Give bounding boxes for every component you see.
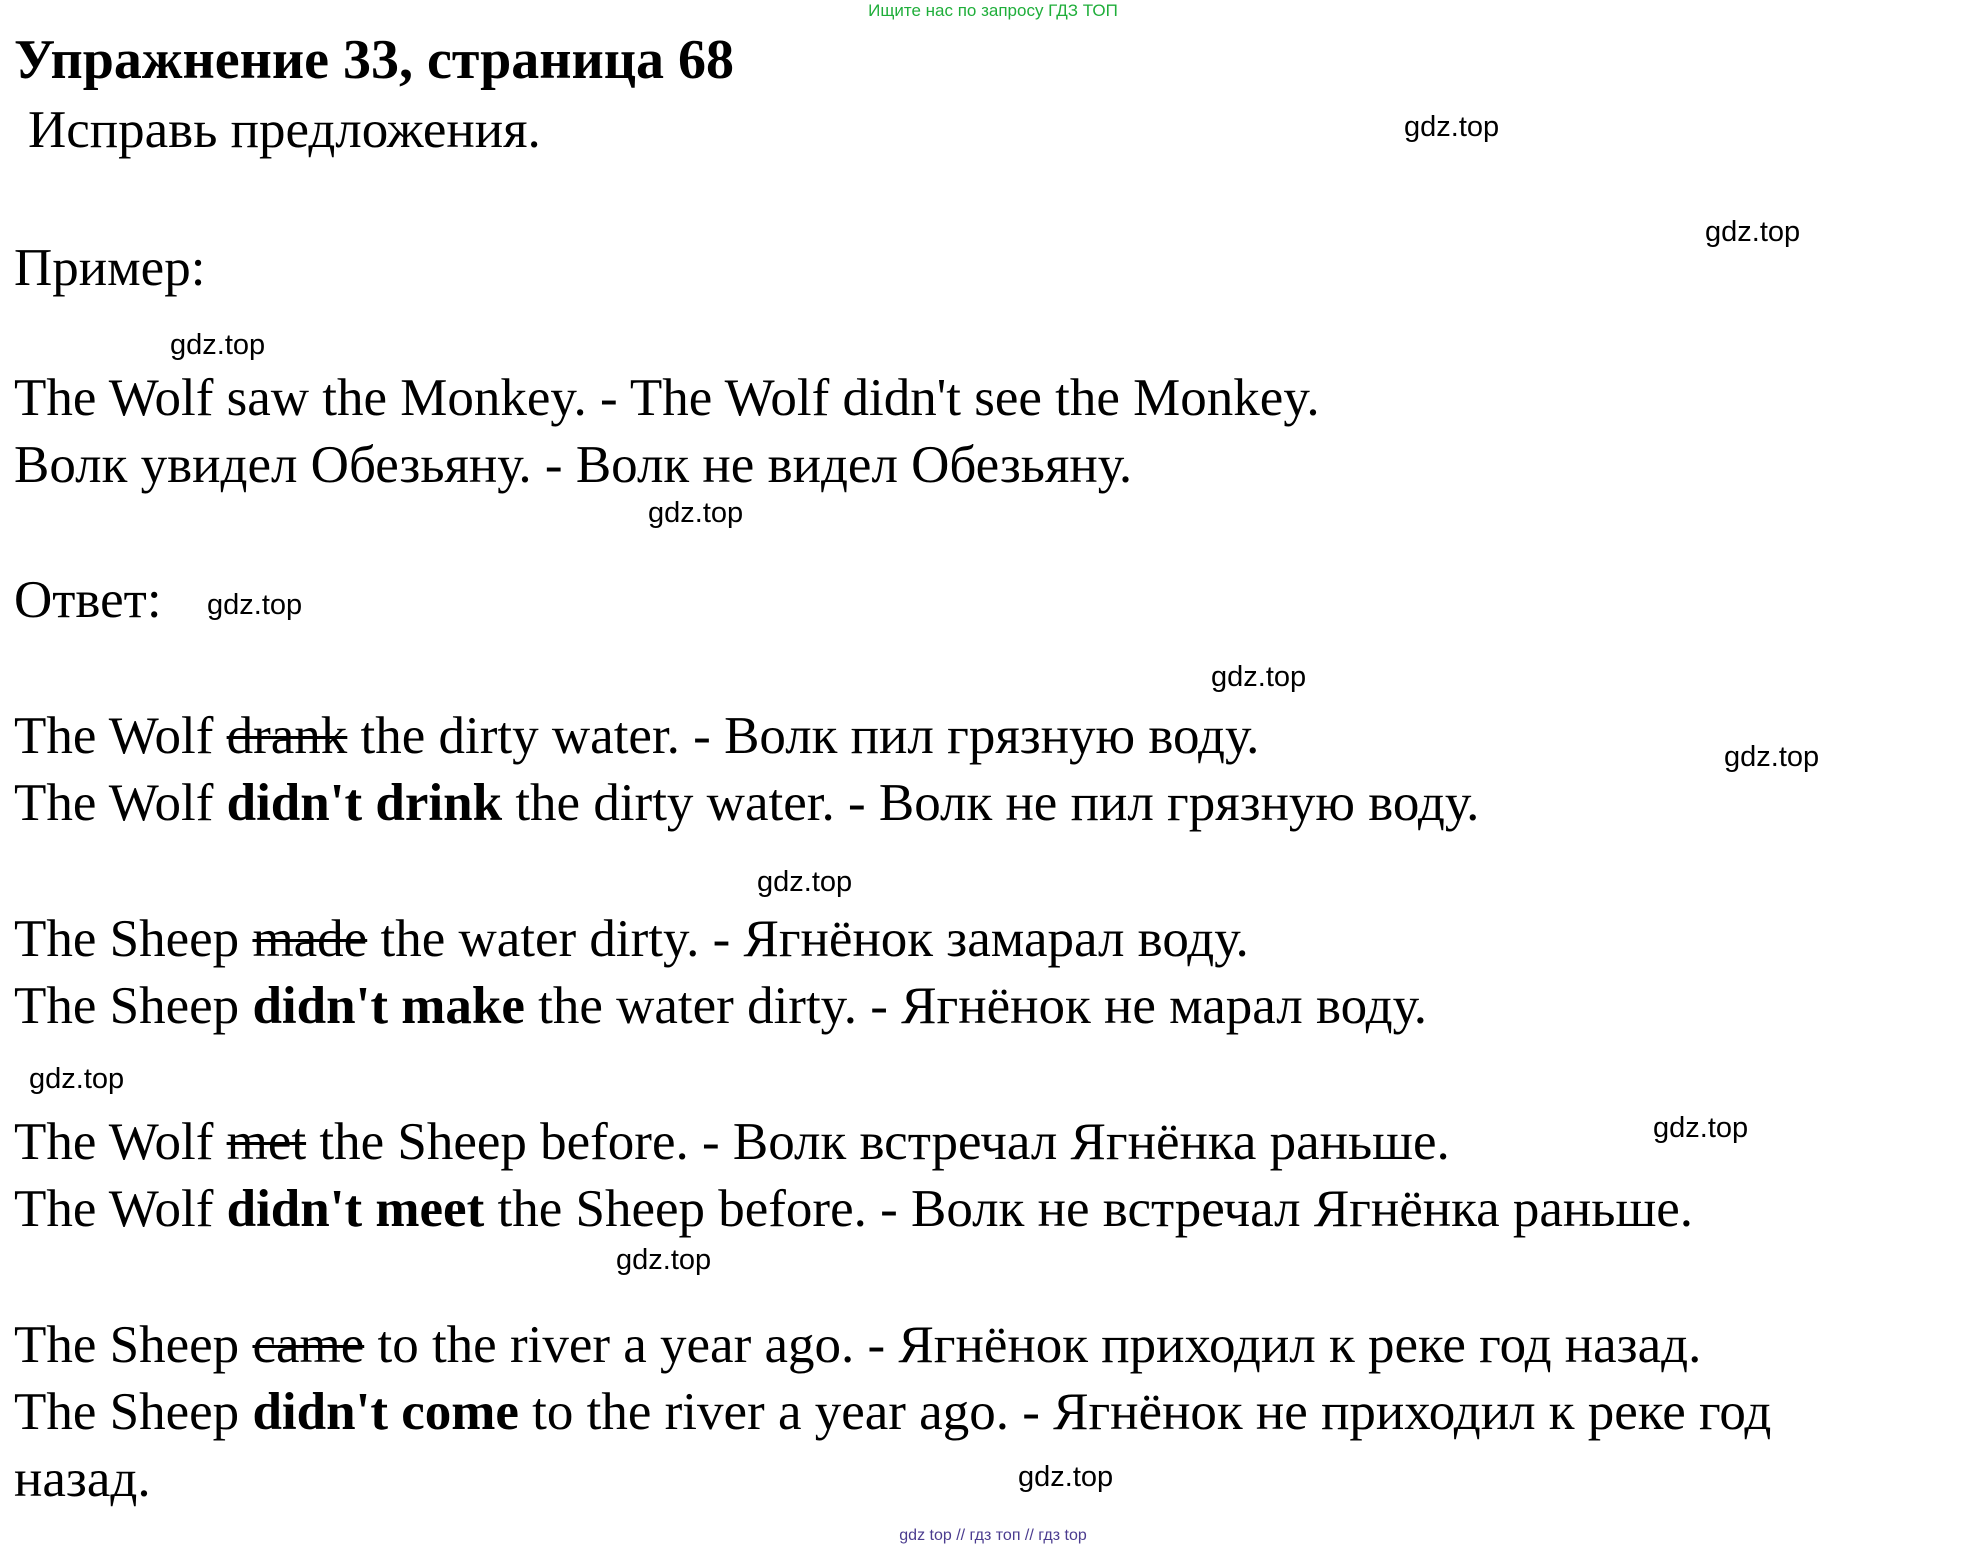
answer-3-original-start: The Wolf	[14, 1113, 227, 1171]
answer-1-corrected-start: The Wolf	[14, 774, 227, 832]
watermark: gdz.top	[1404, 111, 1500, 143]
answer-1-negation: didn't drink	[226, 774, 503, 832]
watermark: gdz.top	[1211, 661, 1307, 693]
watermark: gdz.top	[1653, 1112, 1749, 1144]
answer-4-original-start: The Sheep	[14, 1316, 253, 1374]
answer-4-continuation: назад.	[14, 1450, 151, 1508]
answer-4-corrected-end: to the river a year ago. - Ягнёнок не приходил к реке год	[518, 1383, 1772, 1441]
answer-4-corrected	[14, 1382, 1771, 1442]
example-russian: Волк увидел Обезьяну. - Волк не видел Обезьяну.	[14, 436, 1133, 494]
top-banner: Ищите нас по запросу ГДЗ ТОП	[868, 1, 1118, 20]
answer-1-struck-verb: drank	[226, 707, 348, 765]
answer-2-struck-verb: made	[252, 910, 368, 968]
footer-watermark: gdz top // гдз топ // гдз top	[899, 1527, 1087, 1544]
page-title: Упражнение 33, страница 68	[14, 29, 735, 91]
watermark: gdz.top	[170, 329, 266, 361]
answer-3-corrected	[14, 1179, 1693, 1239]
answer-1-corrected	[14, 773, 1479, 833]
answer-3-negation: didn't meet	[226, 1180, 485, 1238]
answer-2-negation: didn't make	[252, 977, 525, 1035]
watermark: gdz.top	[1018, 1461, 1114, 1493]
watermark: gdz.top	[757, 866, 853, 898]
watermark: gdz.top	[1724, 741, 1820, 773]
answer-4-struck-verb: came	[252, 1316, 365, 1374]
answer-2-corrected	[14, 976, 1427, 1036]
answer-4-negation: didn't come	[252, 1383, 519, 1441]
answer-4-original-end: to the river a year ago. - Ягнёнок приходил к реке год назад.	[364, 1316, 1702, 1374]
answer-4-corrected-start: The Sheep	[14, 1383, 253, 1441]
answer-3-corrected-start: The Wolf	[14, 1180, 227, 1238]
example-english: The Wolf saw the Monkey. - The Wolf didn't see the Monkey.	[14, 369, 1320, 427]
answer-2-original-end: the water dirty. - Ягнёнок замарал воду.	[367, 910, 1249, 968]
watermark: gdz.top	[648, 497, 744, 529]
answer-2-original-start: The Sheep	[14, 910, 253, 968]
answer-1-original-start: The Wolf	[14, 707, 227, 765]
watermark: gdz.top	[207, 589, 303, 621]
watermark: gdz.top	[616, 1244, 712, 1276]
answer-1-corrected-end: the dirty water. - Волк не пил грязную воду.	[502, 774, 1480, 832]
watermark: gdz.top	[1705, 216, 1801, 248]
example-label: Пример:	[14, 239, 206, 297]
answer-2-original	[14, 909, 1249, 969]
answer-4-original	[14, 1315, 1701, 1375]
answer-1-original-end: the dirty water. - Волк пил грязную воду.	[347, 707, 1260, 765]
answer-3-corrected-end: the Sheep before. - Волк не встречал Ягнёнка раньше.	[484, 1180, 1694, 1238]
answer-2-corrected-start: The Sheep	[14, 977, 253, 1035]
answer-3-original	[14, 1112, 1450, 1172]
answer-1-original	[14, 706, 1259, 766]
answer-3-original-end: the Sheep before. - Волк встречал Ягнёнка раньше.	[306, 1113, 1450, 1171]
answer-3-struck-verb: met	[226, 1113, 307, 1171]
task-instruction: Исправь предложения.	[28, 101, 541, 159]
answer-label: Ответ:	[14, 571, 162, 629]
watermark: gdz.top	[29, 1063, 125, 1095]
answer-2-corrected-end: the water dirty. - Ягнёнок не марал воду.	[524, 977, 1428, 1035]
